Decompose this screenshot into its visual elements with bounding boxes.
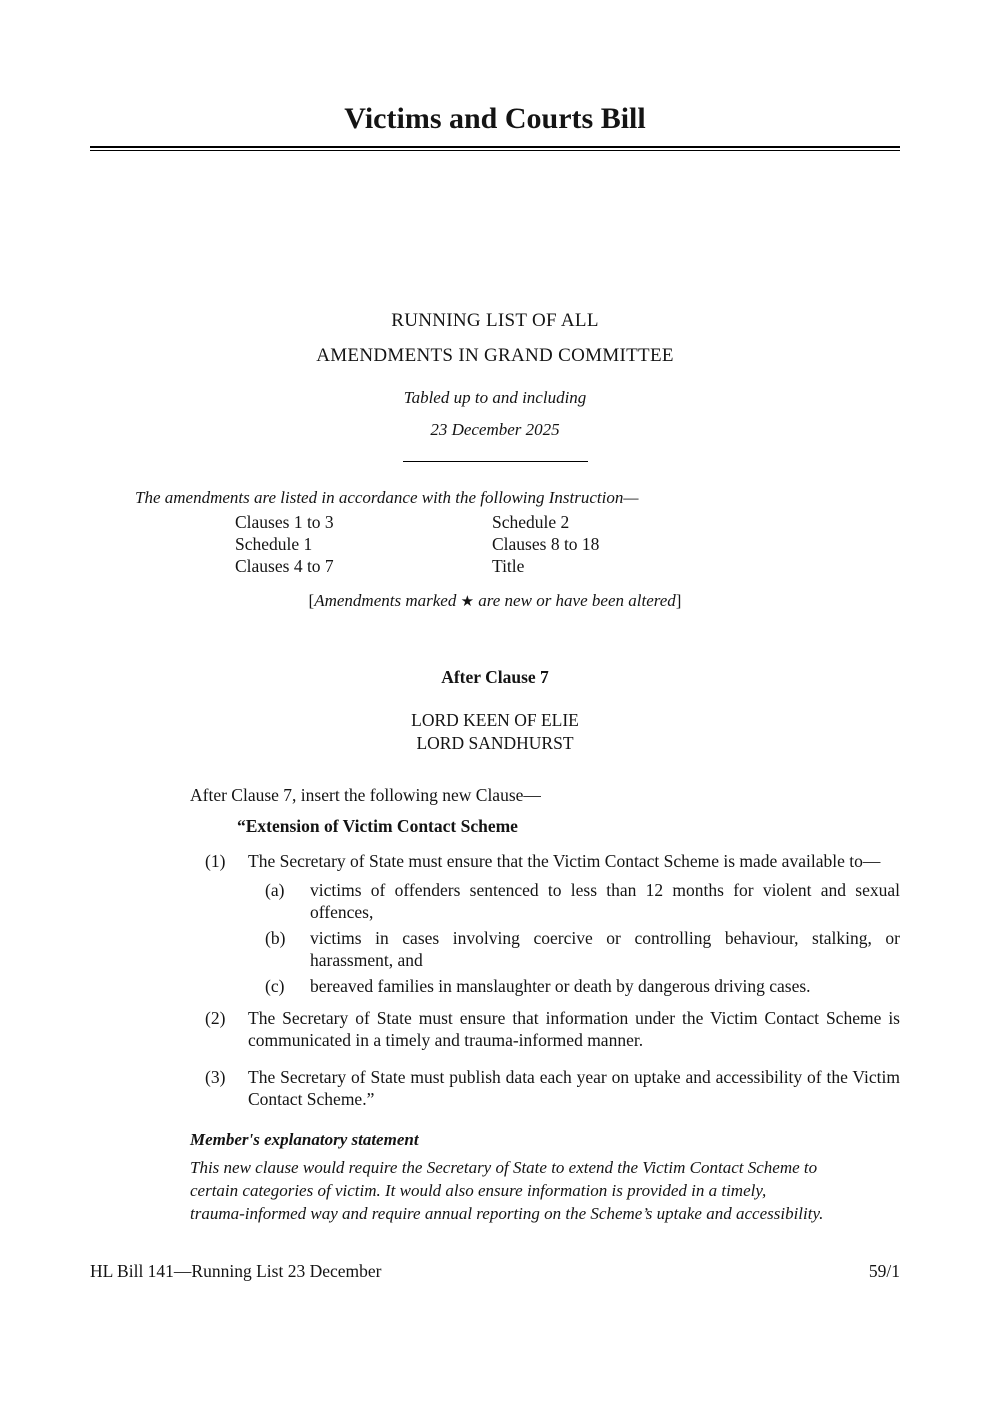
subsection-2-text: The Secretary of State must ensure that information under the Victim Contact Scheme is communicated in a timely and trauma-informed manner.: [248, 1008, 900, 1050]
instruction-item-clauses-8-18: Clauses 8 to 18: [492, 534, 600, 554]
subitem-b: [265, 927, 900, 971]
footer-page-number: 59/1: [868, 1261, 900, 1281]
tabled-date: 23 December 2025: [430, 420, 560, 439]
subitem-a: [265, 879, 900, 923]
instruction-columns: [235, 511, 900, 577]
tabled-up-to-line: Tabled up to and including: [403, 388, 587, 407]
instruction-item-clauses-1-3: Clauses 1 to 3: [235, 512, 334, 532]
star-note-open-bracket: [: [308, 591, 315, 610]
subsection-2: [205, 1007, 900, 1051]
running-list-heading-line1: RUNNING LIST OF ALL: [391, 310, 599, 331]
mover-name-1: LORD KEEN OF ELIE: [411, 710, 579, 730]
instruction-intro: The amendments are listed in accordance with the following Instruction—: [135, 488, 639, 507]
subsection-1-text: The Secretary of State must ensure that the Victim Contact Scheme is made available to—: [248, 851, 881, 871]
subitem-b-text: victims in cases involving coercive or controlling behaviour, stalking, or harassment, and: [310, 928, 900, 970]
subitem-a-text: victims of offenders sentenced to less than 12 months for violent and sexual offences,: [310, 880, 900, 922]
page-footer: [90, 1260, 900, 1282]
explanatory-statement-line1: This new clause would require the Secretary of State to extend the Victim Contact Scheme to: [190, 1158, 818, 1177]
explanatory-statement-line2: certain categories of victim. It would also ensure information is provided in a timely,: [190, 1181, 767, 1200]
subsection-1: [205, 850, 900, 872]
amendment-lead-in: After Clause 7, insert the following new Clause—: [190, 785, 541, 805]
star-note-text-before: Amendments marked: [314, 591, 457, 610]
star-note-close-bracket: ]: [675, 591, 682, 610]
instruction-item-schedule-2: Schedule 2: [492, 512, 570, 532]
instruction-right-column: [492, 511, 900, 577]
star-icon: ★: [460, 594, 475, 610]
subsection-2-number: (2): [205, 1008, 226, 1028]
instruction-item-title: Title: [492, 556, 525, 576]
subsection-3-number: (3): [205, 1067, 226, 1087]
subitem-b-letter: (b): [265, 928, 286, 948]
new-clause-title: “Extension of Victim Contact Scheme: [237, 816, 518, 836]
footer-bill-reference: HL Bill 141—Running List 23 December: [90, 1261, 382, 1281]
bill-title: Victims and Courts Bill: [344, 102, 646, 135]
subsection-3: [205, 1066, 900, 1110]
amendment-movers: [90, 709, 900, 755]
subsection-3-text: The Secretary of State must publish data each year on uptake and accessibility of the Victim Contact Scheme.”: [248, 1067, 900, 1109]
subsection-1-items: [90, 879, 900, 997]
instruction-item-clauses-4-7: Clauses 4 to 7: [235, 556, 334, 576]
instruction-left-column: [235, 511, 492, 577]
mover-name-2: LORD SANDHURST: [416, 733, 574, 753]
subitem-c-letter: (c): [265, 976, 285, 996]
subitem-a-letter: (a): [265, 880, 285, 900]
running-list-heading-line2: AMENDMENTS IN GRAND COMMITTEE: [316, 345, 674, 366]
subitem-c: [265, 975, 900, 997]
title-divider-rule: [90, 146, 900, 151]
subsection-1-number: (1): [205, 851, 226, 871]
instruction-item-schedule-1: Schedule 1: [235, 534, 313, 554]
star-note-text-after: are new or have been altered: [478, 591, 676, 610]
section-divider-rule: [403, 461, 588, 462]
subitem-c-text: bereaved families in manslaughter or death by dangerous driving cases.: [310, 976, 811, 996]
explanatory-statement-line3: trauma-informed way and require annual reporting on the Scheme’s uptake and accessibility.: [190, 1204, 824, 1223]
star-note: [90, 590, 900, 613]
amendment-place-heading: After Clause 7: [441, 667, 549, 687]
explanatory-statement-heading: Member's explanatory statement: [190, 1130, 419, 1149]
